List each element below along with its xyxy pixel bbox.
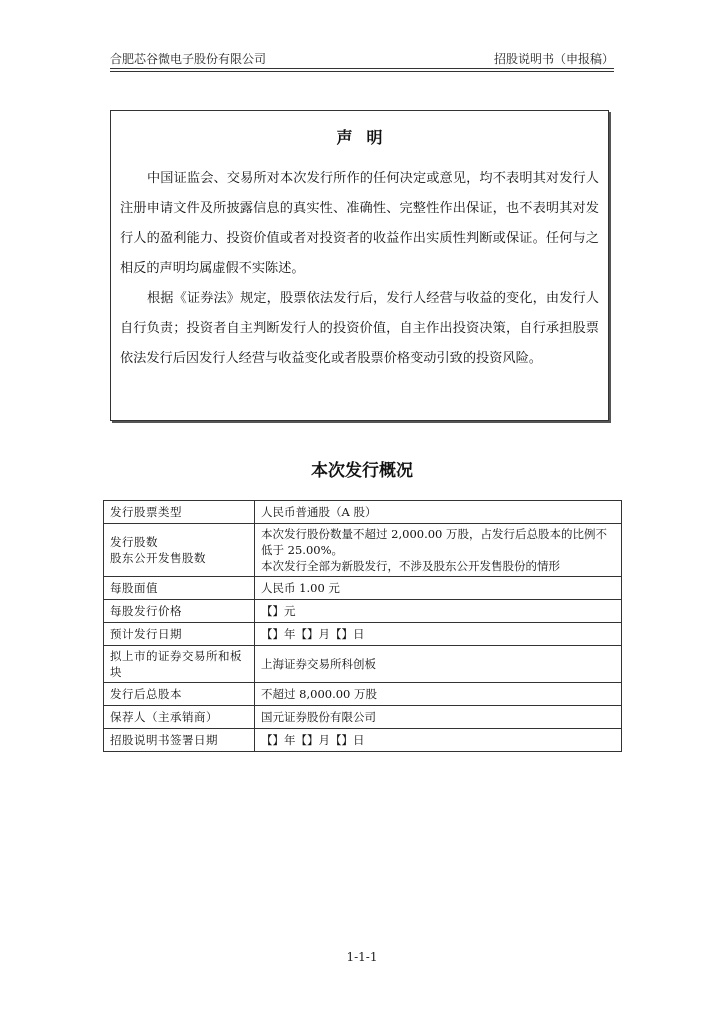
table-row: [104, 600, 622, 623]
declaration-box: [110, 110, 609, 421]
page-header: [110, 50, 614, 68]
label-shareholder-public-offering: 股东公开发售股数: [110, 551, 206, 565]
row-value-total-shares: 不超过 8,000.00 万股: [255, 683, 622, 706]
row-value-signing-date: 【】年【】月【】日: [255, 729, 622, 752]
row-value-par-value: 人民币 1.00 元: [255, 577, 622, 600]
row-label-issue-price: 每股发行价格: [104, 600, 255, 623]
table-row: [104, 683, 622, 706]
offering-summary-title: 本次发行概况: [311, 461, 413, 481]
row-label-signing-date: 招股说明书签署日期: [104, 729, 255, 752]
row-value-stock-type: 人民币普通股（A 股）: [255, 501, 622, 524]
declaration-title: 声明: [336, 128, 397, 147]
row-label-shares-issued: [104, 524, 255, 577]
row-label-par-value: 每股面值: [104, 577, 255, 600]
row-label-total-shares: 发行后总股本: [104, 683, 255, 706]
row-value-sponsor: 国元证券股份有限公司: [255, 706, 622, 729]
header-document-type: 招股说明书（申报稿）: [493, 52, 614, 66]
table-row: [104, 501, 622, 524]
page-number: 1-1-1: [346, 950, 378, 964]
row-label-issue-date: 预计发行日期: [104, 623, 255, 646]
row-label-stock-type: 发行股票类型: [104, 501, 255, 524]
header-rule: [110, 68, 614, 69]
row-value-issue-price: 【】元: [255, 600, 622, 623]
row-label-exchange: 拟上市的证券交易所和板块: [104, 646, 255, 683]
row-label-sponsor: 保荐人（主承销商）: [104, 706, 255, 729]
table-row: [104, 706, 622, 729]
value-shares-issued: 本次发行股份数量不超过 2,000.00 万股，占发行后总股本的比例不低于 25.00%。: [261, 527, 608, 557]
value-shareholder-public-offering: 本次发行全部为新股发行，不涉及股东公开发售股份的情形: [261, 559, 560, 573]
row-value-exchange: 上海证券交易所科创板: [255, 646, 622, 683]
table-row: [104, 646, 622, 683]
declaration-paragraph-2: 根据《证券法》规定，股票依法发行后，发行人经营与收益的变化，由发行人自行负责；投资者自主判断发行人的投资价值，自主作出投资决策，自行承担股票依法发行后因发行人经营与收益变化或者股票价格变动引致的投资风险。: [120, 291, 599, 366]
table-row: [104, 623, 622, 646]
header-rule-thin: [110, 71, 614, 72]
declaration-paragraph-1: 中国证监会、交易所对本次发行所作的任何决定或意见，均不表明其对发行人注册申请文件及所披露信息的真实性、准确性、完整性作出保证，也不表明其对发行人的盈利能力、投资价值或者对投资者的收益作出实质性判断或保证。任何与之相反的声明均属虚假不实陈述。: [120, 171, 599, 276]
table-row: [104, 729, 622, 752]
offering-summary-table: [103, 500, 622, 752]
row-value-shares-issued: [255, 524, 622, 577]
row-value-issue-date: 【】年【】月【】日: [255, 623, 622, 646]
label-shares-issued: 发行股数: [110, 535, 158, 549]
header-company-name: 合肥芯谷微电子股份有限公司: [110, 52, 267, 66]
table-row: [104, 577, 622, 600]
table-row: [104, 524, 622, 577]
